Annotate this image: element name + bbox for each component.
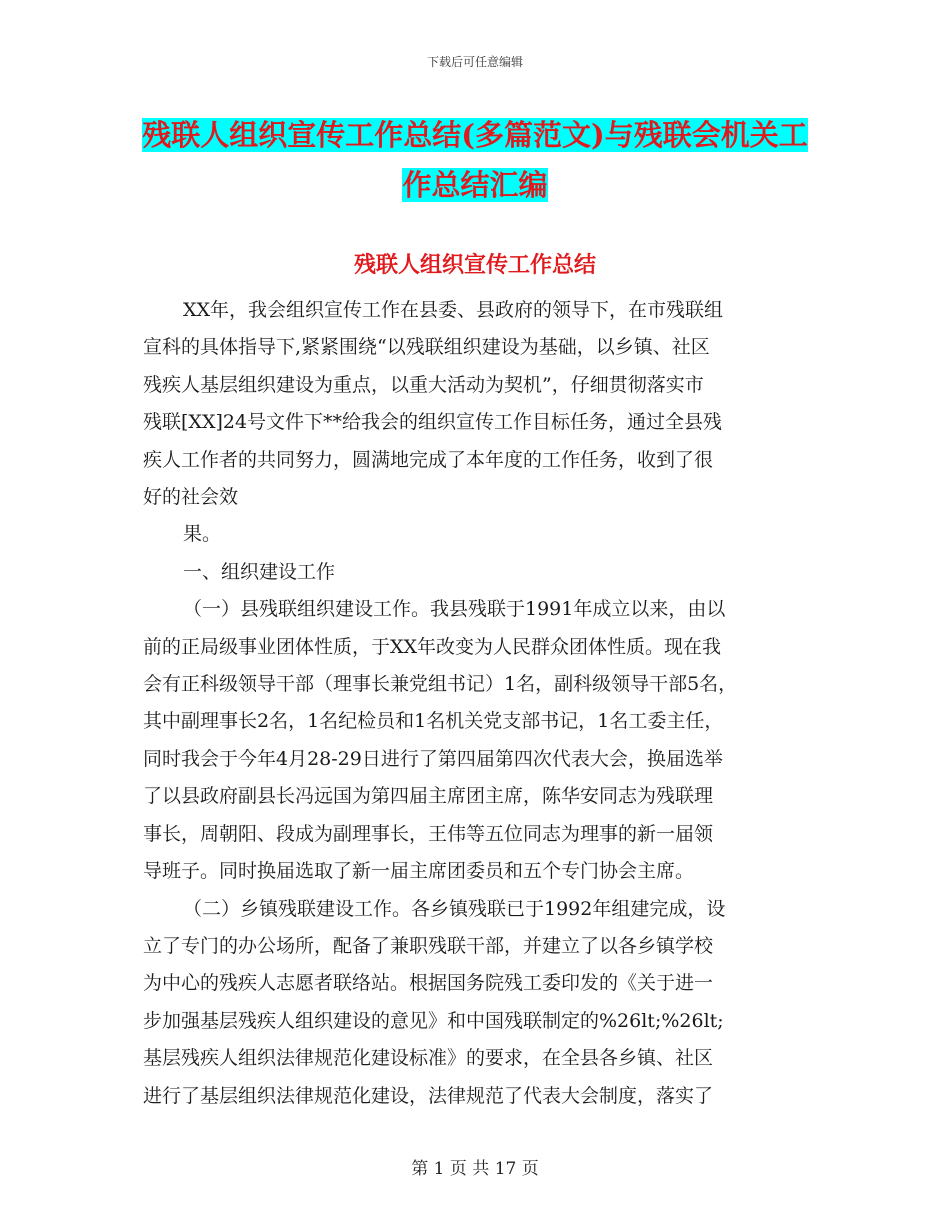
heading-organization-work — [143, 554, 815, 591]
document-title — [140, 110, 810, 210]
text-line: 同时我会于今年4月28-29日进行了第四届第四次代表大会，换届选举 — [143, 747, 723, 770]
text-line: 了以县政府副县长冯远国为第四届主席团主席，陈华安同志为残联理 — [143, 785, 714, 808]
text-line: 残疾人基层组织建设为重点，以重大活动为契机”，仔细贯彻落实市 — [143, 373, 704, 396]
paragraph-intro — [143, 292, 815, 516]
text-line: 立了专门的办公场所，配备了兼职残联干部，并建立了以各乡镇学校 — [143, 934, 714, 957]
text-line: 基层残疾人组织法律规范化建设标准》的要求，在全县各乡镇、社区 — [143, 1047, 714, 1070]
text-line: 宣科的具体指导下,紧紧围绕“以残联组织建设为基础，以乡镇、社区 — [143, 336, 710, 359]
text-line: （一）县残联组织建设工作。我县残联于1991年成立以来，由以 — [183, 598, 726, 621]
text-line: 导班子。同时换届选取了新一届主席团委员和五个专门协会主席。 — [143, 860, 695, 883]
header-note: 下载后可任意编辑 — [426, 55, 523, 69]
text-line: 一、组织建设工作 — [183, 560, 336, 583]
text-line: 步加强基层残疾人组织建设的意见》和中国残联制定的%26lt;%26lt; — [143, 1009, 724, 1032]
paragraph-county-federation — [143, 591, 815, 890]
text-line: 其中副理事长2名，1名纪检员和1名机关党支部书记，1名工委主任， — [143, 710, 724, 733]
page-number: 第 1 页 共 17 页 — [411, 1159, 539, 1179]
text-line: 会有正科级领导干部（理事长兼党组书记）1名，副科级领导干部5名， — [143, 673, 738, 696]
text-line: （二）乡镇残联建设工作。各乡镇残联已于1992年组建完成，设 — [183, 897, 726, 920]
text-line: 进行了基层组织法律规范化建设，法律规范了代表大会制度，落实了 — [143, 1084, 714, 1107]
document-title-line-1: 残联人组织宣传工作总结(多篇范文)与残联会机关工 — [142, 118, 808, 152]
text-line: 前的正局级事业团体性质，于XX年改变为人民群众团体性质。现在我 — [143, 635, 722, 658]
text-line: 果。 — [183, 523, 222, 546]
text-line: 疾人工作者的共同努力，圆满地完成了本年度的工作任务，收到了很 — [143, 448, 714, 471]
text-line: 事长，周朝阳、段成为副理事长，王伟等五位同志为理事的新一届领 — [143, 822, 714, 845]
paragraph-township-federation — [143, 891, 815, 1115]
document-title-line-2: 作总结汇编 — [402, 168, 548, 202]
body-text — [143, 292, 815, 1115]
text-line: 好的社会效 — [143, 486, 239, 509]
paragraph-result — [143, 516, 815, 553]
text-line: 为中心的残疾人志愿者联络站。根据国务院残工委印发的《关于进一 — [143, 972, 714, 995]
text-line: 残联[XX]24号文件下**给我会的组织宣传工作目标任务，通过全县残 — [143, 411, 723, 434]
section-title: 残联人组织宣传工作总结 — [353, 252, 596, 278]
text-line: XX年，我会组织宣传工作在县委、县政府的领导下，在市残联组 — [183, 299, 724, 321]
